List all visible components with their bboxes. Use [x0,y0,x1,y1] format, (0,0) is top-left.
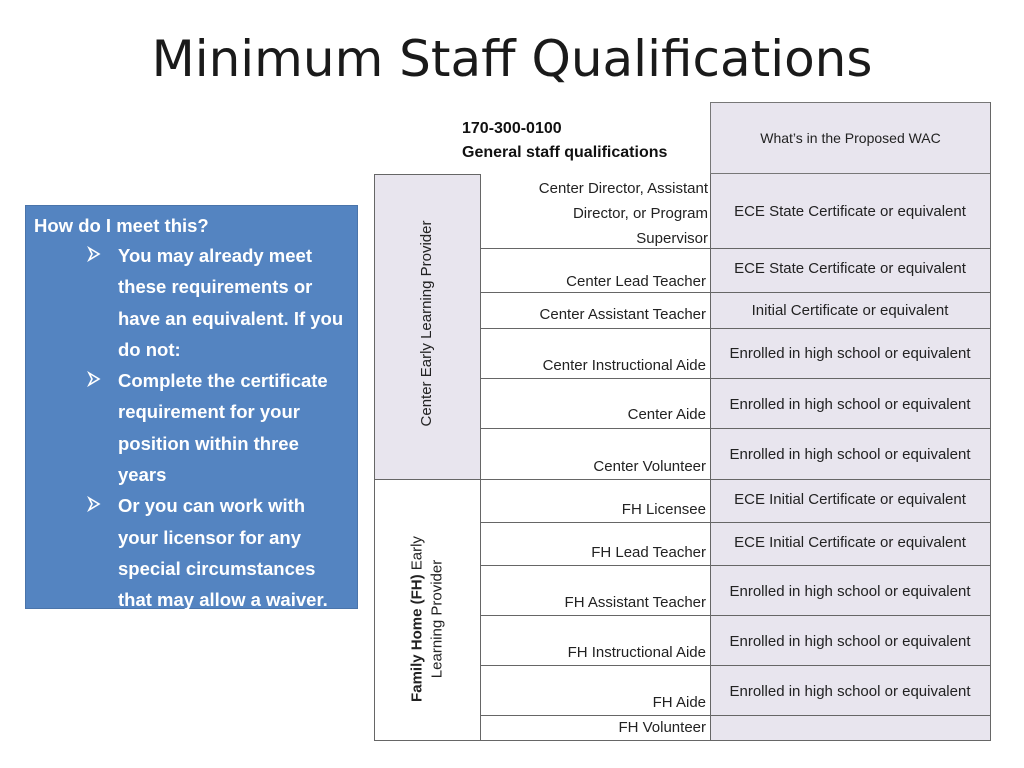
fh-group-bold: Family Home (FH) [408,574,426,702]
citation-title: General staff qualifications [462,144,668,161]
qualification-text: ECE State Certificate or equivalent [734,203,966,220]
qualification-text: Enrolled in high school or equivalent [729,345,971,362]
callout-bullet-text: Complete the certificate requirement for your position within three years [118,370,328,486]
callout-bullet-text: Or you can work with your licensor for any special circumstances that may allow a waiver. [118,495,328,611]
table-qualification-cell [710,522,990,565]
table-qualification-cell [710,292,990,328]
table-role-cell: FH Volunteer [618,719,706,736]
callout-bullet-text: You may already meet these requirements or have an equivalent. If you do not: [118,245,344,360]
qualification-text: Enrolled in high school or equivalent [729,446,971,463]
qualification-text: Initial Certificate or equivalent [751,302,949,319]
qualification-text: ECE Initial Certificate or equivalent [734,491,966,508]
table-role-cell: FH Instructional Aide [567,644,706,661]
table-qualification-cell [710,665,990,715]
fh-group-label [408,489,448,750]
callout-bullet [34,240,349,365]
table-header-citation [462,117,667,165]
table-role-cell: Center Instructional Aide [542,357,706,374]
table-qualification-cell [710,615,990,665]
citation-code: 170-300-0100 [462,120,562,137]
qualification-text: ECE State Certificate or equivalent [734,260,966,277]
table-qualification-cell [710,248,990,292]
arrow-bullet-icon [86,365,108,396]
table-role-cell: Center Assistant Teacher [539,306,706,323]
table-role-cell: FH Aide [652,694,706,711]
callout-bullet [34,490,349,615]
center-group-label: Center Early Learning Provider [418,220,435,427]
fh-group-rest1: Early [408,536,426,575]
qualification-text: Enrolled in high school or equivalent [729,633,971,650]
table-role-cell: FH Licensee [621,501,706,518]
table-role-cell: Center Volunteer [593,458,706,475]
arrow-bullet-icon [86,490,108,521]
how-to-meet-callout [25,205,358,609]
table-role-cell: Center Aide [627,406,706,423]
table-role-cell: Center Director, Assistant Director, or Program Supervisor [538,180,708,247]
center-group-cell [374,174,480,479]
callout-bullet [34,365,349,490]
table-role-cell: Center Lead Teacher [566,273,706,290]
qualification-text: Enrolled in high school or equivalent [729,396,971,413]
fh-group-cell [374,479,480,740]
arrow-bullet-icon [86,240,108,271]
table-qualification-cell [710,378,990,428]
table-qualification-cell [710,174,990,248]
table-qualification-cell [710,328,990,378]
table-qualification-cell [710,479,990,522]
proposed-wac-label: What’s in the Proposed WAC [760,130,941,146]
qualification-text: ECE Initial Certificate or equivalent [734,534,966,551]
qualification-text: Enrolled in high school or equivalent [729,583,971,600]
table-role-cell: FH Lead Teacher [591,544,706,561]
page-title: Minimum Staff Qualifications [151,30,873,88]
callout-heading: How do I meet this? [34,215,209,236]
table-qualification-cell [710,565,990,615]
table-qualification-cell [710,428,990,479]
table-role-cell: FH Assistant Teacher [564,594,706,611]
qualification-text: Enrolled in high school or equivalent [729,683,971,700]
fh-group-rest2: Learning Provider [428,559,446,679]
table-qualification-cell [710,715,990,740]
table-header-proposed-wac [710,102,991,174]
callout-bullet-list [34,240,349,616]
